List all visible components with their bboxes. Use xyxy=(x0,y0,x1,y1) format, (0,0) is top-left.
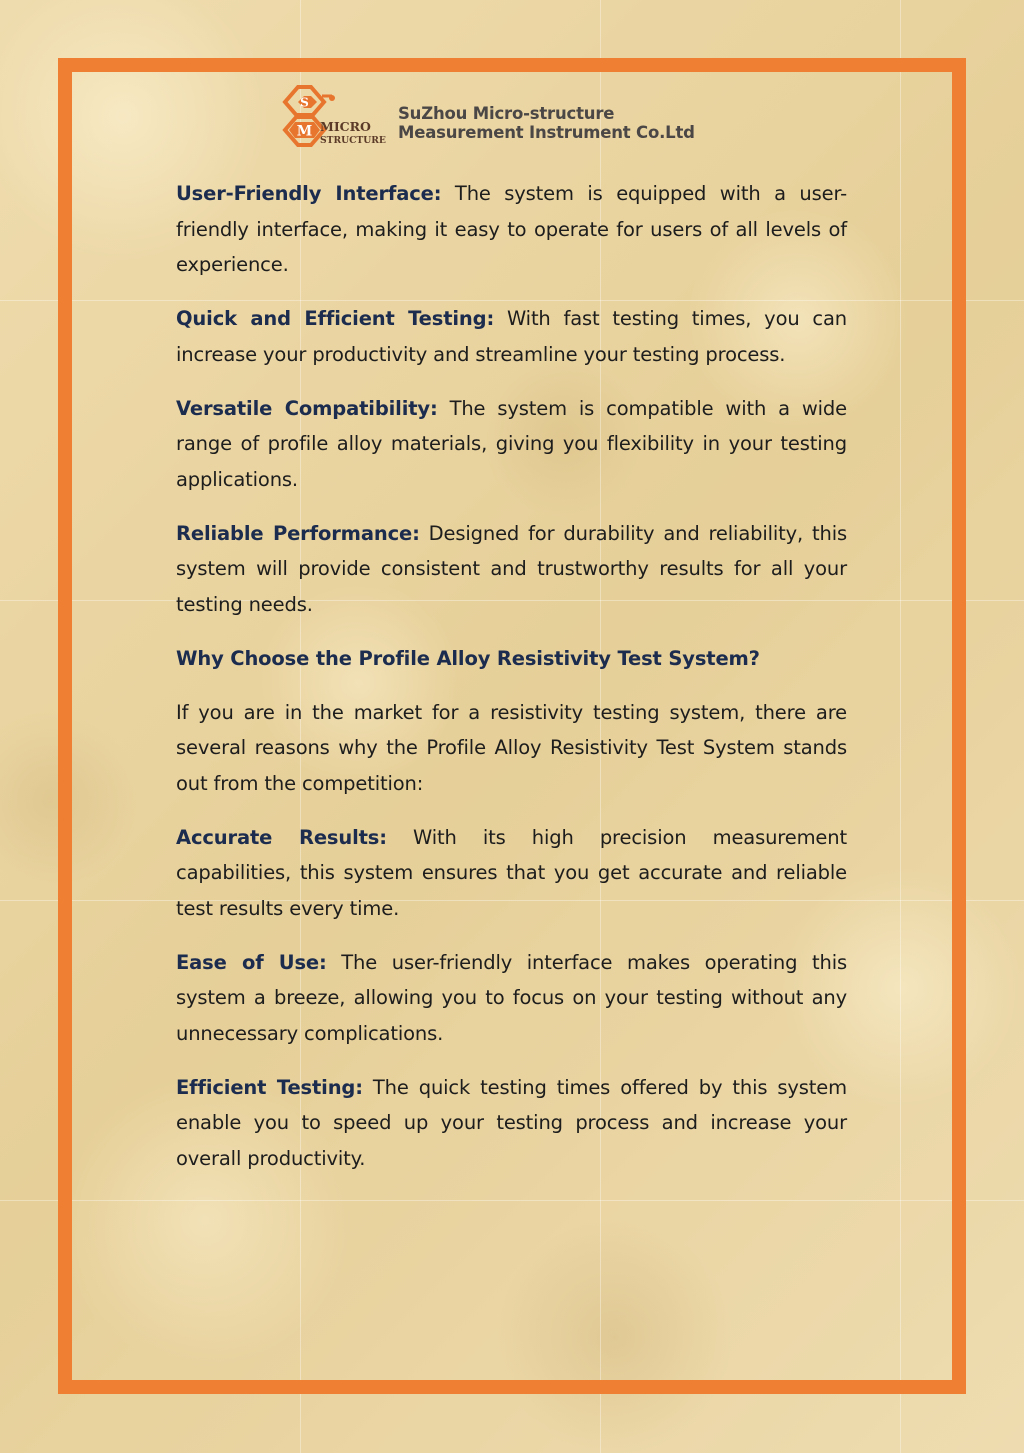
intro-paragraph: If you are in the market for a resistivity testing system, there are several reasons why the Profile Alloy Resistivity Test System stands out from the competition: xyxy=(176,700,847,795)
reason-text: The quick testing times offered by this system enable you to speed up your testing process and increase your overall productivity. xyxy=(176,1075,847,1170)
feature-text: The system is compatible with a wide range of profile alloy materials, giving you flexibility in your testing applications. xyxy=(176,396,848,491)
company-name xyxy=(398,104,695,142)
company-name-line-1: SuZhou Micro-structure xyxy=(398,104,615,123)
reason-text: With its high precision measurement capabilities, this system ensures that you get accurate and reliable test results every time. xyxy=(176,825,847,920)
page-header xyxy=(282,84,742,148)
logo-letter-m: M xyxy=(296,123,313,140)
article-body xyxy=(176,176,847,1195)
feature-paragraph xyxy=(176,301,847,372)
feature-text: Designed for durability and reliability, this system will provide consistent and trustworthy results for all your testing needs. xyxy=(176,521,847,616)
feature-text: With fast testing times, you can increase your productivity and streamline your testing process. xyxy=(176,307,847,366)
company-name-line-2: Measurement Instrument Co.Ltd xyxy=(398,123,695,142)
feature-text: The system is equipped with a user-friendly interface, making it easy to operate for users of all levels of experience. xyxy=(176,182,847,276)
reason-paragraph xyxy=(176,1070,847,1177)
reason-label: Ease of Use: xyxy=(176,950,327,974)
feature-paragraph xyxy=(176,516,847,623)
reason-paragraph xyxy=(176,945,847,1052)
feature-paragraph xyxy=(176,176,847,283)
reason-label: Accurate Results: xyxy=(176,825,387,849)
feature-label: Quick and Efficient Testing: xyxy=(176,307,495,330)
reason-text: The user-friendly interface makes operating this system a breeze, allowing you to focus on your testing without any unnecessary complications. xyxy=(176,950,847,1045)
feature-label: User-Friendly Interface: xyxy=(176,182,442,205)
section-heading: Why Choose the Profile Alloy Resistivity Test System? xyxy=(176,646,760,670)
logo-word-micro: MICRO xyxy=(320,119,371,134)
feature-paragraph xyxy=(176,391,847,498)
reason-label: Efficient Testing: xyxy=(176,1075,363,1099)
logo-word-structure: STRUCTURE xyxy=(320,135,386,146)
reason-paragraph xyxy=(176,820,847,927)
feature-label: Versatile Compatibility: xyxy=(176,396,438,420)
feature-label: Reliable Performance: xyxy=(176,521,420,545)
company-logo xyxy=(282,84,392,148)
logo-letter-s: S xyxy=(300,95,309,110)
